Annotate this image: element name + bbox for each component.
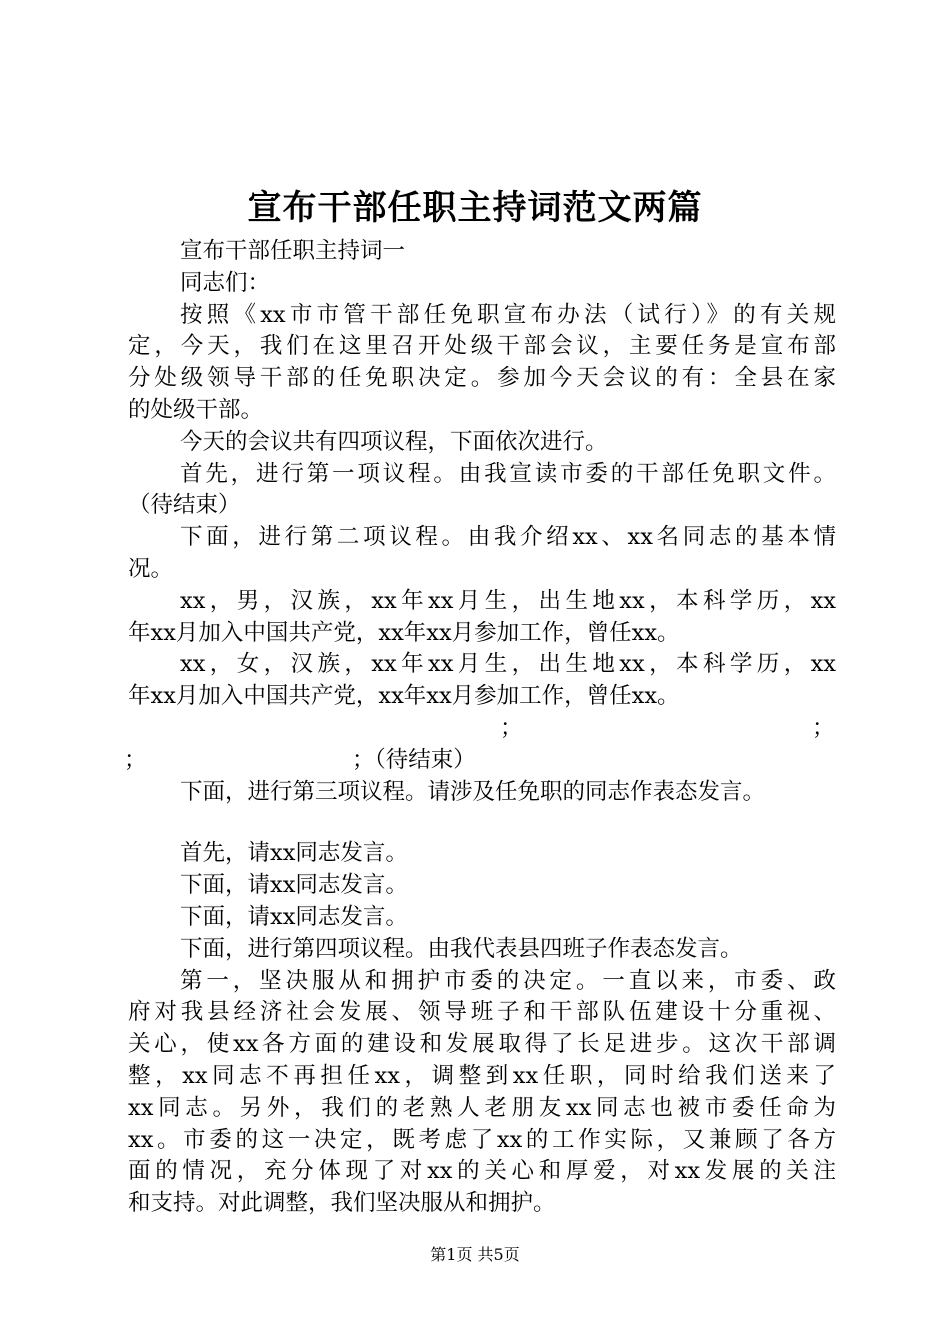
paragraph-line: 定，今天，我们在这里召开处级干部会议，主要任务是宣布部	[128, 333, 836, 360]
paragraph-line: 府对我县经济社会发展、领导班子和干部队伍建设十分重视、	[128, 999, 836, 1026]
semicolon-end-note: ；（待结束）	[352, 746, 476, 773]
paragraph-line: 年xx月加入中国共产党，xx年xx月参加工作，曾任xx。	[128, 619, 680, 646]
paragraph-line: 下面，请xx同志发言。	[180, 872, 408, 899]
semicolon-mark: ；	[812, 714, 835, 741]
salutation-line: 同志们：	[180, 269, 271, 296]
paragraph-line: 下面，请xx同志发言。	[180, 903, 408, 930]
semicolon-mark: ；	[124, 746, 147, 773]
paragraph-line: 下面，进行第四项议程。由我代表县四班子作表态发言。	[180, 935, 743, 962]
subtitle-line: 宣布干部任职主持词一	[180, 238, 406, 264]
paragraph-line: 面的情况，充分体现了对xx的关心和厚爱，对xx发展的关注	[128, 1158, 836, 1185]
semicolon-mark: ；	[500, 714, 523, 741]
paragraph-line: （待结束）	[128, 492, 241, 519]
paragraph-line: xx同志。另外，我们的老熟人老朋友xx同志也被市委任命为	[128, 1094, 836, 1121]
paragraph-line: 的处级干部。	[128, 396, 264, 423]
paragraph-line: 首先，请xx同志发言。	[180, 840, 408, 867]
document-title: 宣布干部任职主持词范文两篇	[247, 188, 703, 228]
paragraph-line: 和支持。对此调整，我们坚决服从和拥护。	[128, 1190, 556, 1217]
blank-line	[128, 808, 836, 838]
paragraph-line: 关心，使xx各方面的建设和发展取得了长足进步。这次干部调	[128, 1031, 836, 1058]
semicolon-row	[124, 745, 836, 777]
paragraph-line: 按照《xx市市管干部任免职宣布办法（试行）》的有关规	[180, 301, 836, 328]
semicolon-row	[128, 713, 836, 745]
paragraph-line: 下面，进行第二项议程。由我介绍xx、xx名同志的基本情	[180, 524, 836, 551]
paragraph-line: 年xx月加入中国共产党，xx年xx月参加工作，曾任xx。	[128, 683, 680, 710]
page-footer: 第1页 共5页	[430, 1245, 520, 1264]
document-body	[124, 236, 836, 1220]
paragraph-line: xx，男，汉族，xx年xx月生，出生地xx，本科学历，xx	[180, 587, 836, 614]
paragraph-line: 第一，坚决服从和拥护市委的决定。一直以来，市委、政	[180, 967, 836, 994]
paragraph-line: 况。	[128, 555, 174, 582]
paragraph-line: 首先，进行第一项议程。由我宣读市委的干部任免职文件。	[180, 460, 836, 487]
paragraph-line: xx，女，汉族，xx年xx月生，出生地xx，本科学历，xx	[180, 651, 836, 678]
paragraph-line: xx。市委的这一决定，既考虑了xx的工作实际，又兼顾了各方	[128, 1126, 836, 1153]
paragraph-line: 下面，进行第三项议程。请涉及任免职的同志作表态发言。	[180, 778, 766, 805]
paragraph-line: 分处级领导干部的任免职决定。参加今天会议的有：全县在家	[128, 365, 836, 392]
paragraph-line: 整，xx同志不再担任xx，调整到xx任职，同时给我们送来了	[128, 1062, 836, 1089]
paragraph-line: 今天的会议共有四项议程，下面依次进行。	[180, 428, 608, 455]
